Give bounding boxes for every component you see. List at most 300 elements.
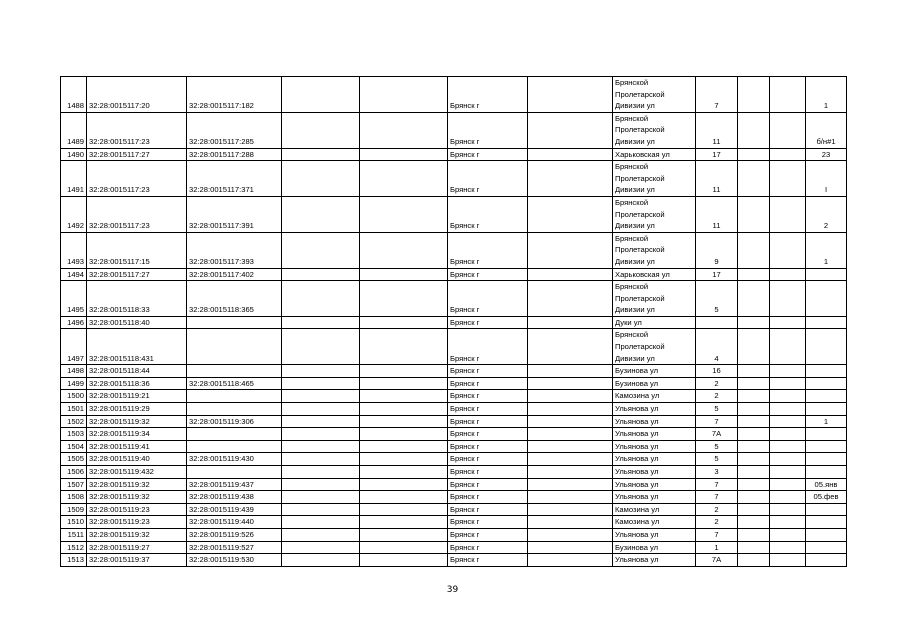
row-number-cell: 1503 <box>61 428 87 441</box>
empty-cell <box>738 196 770 232</box>
apartment-cell <box>806 440 847 453</box>
empty-cell <box>282 491 360 504</box>
city-cell: Брянск г <box>448 503 528 516</box>
empty-cell <box>528 491 613 504</box>
cadastral-number-cell: 32:28:0015118:44 <box>87 365 187 378</box>
empty-cell <box>360 541 448 554</box>
empty-cell <box>282 453 360 466</box>
table-row <box>61 161 847 197</box>
city-cell: Брянск г <box>448 377 528 390</box>
empty-cell <box>770 232 806 268</box>
street-cell: Бузинова ул <box>613 377 696 390</box>
row-number-cell: 1509 <box>61 503 87 516</box>
house-number-cell: 5 <box>696 453 738 466</box>
house-number-cell: 5 <box>696 403 738 416</box>
object-cadastral-number-cell: 32:28:0015119:306 <box>187 415 282 428</box>
empty-cell <box>738 390 770 403</box>
empty-cell <box>360 232 448 268</box>
house-number-cell: 7 <box>696 478 738 491</box>
empty-cell <box>770 161 806 197</box>
row-number-cell: 1489 <box>61 112 87 148</box>
empty-cell <box>360 516 448 529</box>
apartment-cell <box>806 541 847 554</box>
empty-cell <box>528 466 613 479</box>
empty-cell <box>282 161 360 197</box>
empty-cell <box>528 453 613 466</box>
empty-cell <box>770 440 806 453</box>
house-number-cell: 2 <box>696 390 738 403</box>
street-cell: Ульянова ул <box>613 403 696 416</box>
street-cell: Харьковская ул <box>613 268 696 281</box>
object-cadastral-number-cell <box>187 403 282 416</box>
empty-cell <box>770 466 806 479</box>
empty-cell <box>282 196 360 232</box>
row-number-cell: 1493 <box>61 232 87 268</box>
empty-cell <box>770 453 806 466</box>
table-row <box>61 390 847 403</box>
page-number: 39 <box>446 585 459 595</box>
empty-cell <box>360 365 448 378</box>
apartment-cell <box>806 516 847 529</box>
empty-cell <box>738 268 770 281</box>
empty-cell <box>282 232 360 268</box>
row-number-cell: 1496 <box>61 316 87 329</box>
empty-cell <box>738 161 770 197</box>
empty-cell <box>528 403 613 416</box>
empty-cell <box>282 428 360 441</box>
house-number-cell <box>696 316 738 329</box>
apartment-cell: 1 <box>806 415 847 428</box>
street-cell: Ульянова ул <box>613 478 696 491</box>
cadastral-number-cell: 32:28:0015119:27 <box>87 541 187 554</box>
city-cell: Брянск г <box>448 516 528 529</box>
empty-cell <box>770 390 806 403</box>
object-cadastral-number-cell <box>187 428 282 441</box>
empty-cell <box>282 390 360 403</box>
empty-cell <box>738 403 770 416</box>
city-cell: Брянск г <box>448 390 528 403</box>
empty-cell <box>282 528 360 541</box>
house-number-cell: 11 <box>696 161 738 197</box>
cadastral-number-cell: 32:28:0015117:27 <box>87 268 187 281</box>
empty-cell <box>360 428 448 441</box>
street-cell: Камозина ул <box>613 503 696 516</box>
apartment-cell: 1 <box>806 77 847 113</box>
house-number-cell: 4 <box>696 329 738 365</box>
empty-cell <box>282 403 360 416</box>
empty-cell <box>528 503 613 516</box>
empty-cell <box>770 528 806 541</box>
city-cell: Брянск г <box>448 415 528 428</box>
table-row <box>61 403 847 416</box>
object-cadastral-number-cell: 32:28:0015119:430 <box>187 453 282 466</box>
table-row <box>61 466 847 479</box>
empty-cell <box>738 516 770 529</box>
empty-cell <box>282 112 360 148</box>
empty-cell <box>528 77 613 113</box>
apartment-cell: 1 <box>806 232 847 268</box>
street-cell: Брянской Пролетарской Дивизии ул <box>613 196 696 232</box>
empty-cell <box>770 516 806 529</box>
table-row <box>61 516 847 529</box>
empty-cell <box>770 415 806 428</box>
house-number-cell: 7 <box>696 415 738 428</box>
house-number-cell: 2 <box>696 516 738 529</box>
table-row <box>61 528 847 541</box>
apartment-cell <box>806 403 847 416</box>
street-cell: Ульянова ул <box>613 428 696 441</box>
table-row <box>61 112 847 148</box>
row-number-cell: 1501 <box>61 403 87 416</box>
row-number-cell: 1512 <box>61 541 87 554</box>
empty-cell <box>528 329 613 365</box>
empty-cell <box>528 478 613 491</box>
empty-cell <box>528 232 613 268</box>
table-row <box>61 554 847 567</box>
city-cell: Брянск г <box>448 77 528 113</box>
empty-cell <box>738 232 770 268</box>
cadastral-number-cell: 32:28:0015119:32 <box>87 491 187 504</box>
table-row <box>61 541 847 554</box>
empty-cell <box>528 365 613 378</box>
house-number-cell: 11 <box>696 196 738 232</box>
street-cell: Ульянова ул <box>613 554 696 567</box>
house-number-cell: 7А <box>696 428 738 441</box>
empty-cell <box>770 403 806 416</box>
cadastral-number-cell: 32:28:0015117:27 <box>87 148 187 161</box>
table-row <box>61 428 847 441</box>
row-number-cell: 1488 <box>61 77 87 113</box>
city-cell: Брянск г <box>448 148 528 161</box>
street-cell: Брянской Пролетарской Дивизии ул <box>613 77 696 113</box>
apartment-cell <box>806 329 847 365</box>
empty-cell <box>770 329 806 365</box>
object-cadastral-number-cell: 32:28:0015117:402 <box>187 268 282 281</box>
empty-cell <box>738 541 770 554</box>
row-number-cell: 1497 <box>61 329 87 365</box>
object-cadastral-number-cell: 32:28:0015117:391 <box>187 196 282 232</box>
cadastral-number-cell: 32:28:0015117:20 <box>87 77 187 113</box>
street-cell: Бузинова ул <box>613 365 696 378</box>
empty-cell <box>282 377 360 390</box>
house-number-cell: 5 <box>696 440 738 453</box>
empty-cell <box>282 503 360 516</box>
cadastral-number-cell: 32:28:0015119:32 <box>87 528 187 541</box>
table-row <box>61 232 847 268</box>
empty-cell <box>360 503 448 516</box>
cadastral-number-cell: 32:28:0015119:34 <box>87 428 187 441</box>
apartment-cell: I <box>806 161 847 197</box>
empty-cell <box>528 428 613 441</box>
cadastral-number-cell: 32:28:0015119:29 <box>87 403 187 416</box>
object-cadastral-number-cell: 32:28:0015119:437 <box>187 478 282 491</box>
street-cell: Дуки ул <box>613 316 696 329</box>
city-cell: Брянск г <box>448 453 528 466</box>
empty-cell <box>360 316 448 329</box>
city-cell: Брянск г <box>448 491 528 504</box>
row-number-cell: 1499 <box>61 377 87 390</box>
empty-cell <box>528 148 613 161</box>
empty-cell <box>528 377 613 390</box>
empty-cell <box>360 196 448 232</box>
empty-cell <box>360 415 448 428</box>
table-row <box>61 478 847 491</box>
row-number-cell: 1506 <box>61 466 87 479</box>
empty-cell <box>738 365 770 378</box>
object-cadastral-number-cell <box>187 365 282 378</box>
empty-cell <box>528 161 613 197</box>
empty-cell <box>360 390 448 403</box>
house-number-cell: 7 <box>696 491 738 504</box>
empty-cell <box>770 503 806 516</box>
empty-cell <box>360 77 448 113</box>
cadastral-number-cell: 32:28:0015119:23 <box>87 503 187 516</box>
empty-cell <box>528 440 613 453</box>
empty-cell <box>770 316 806 329</box>
apartment-cell <box>806 528 847 541</box>
empty-cell <box>528 390 613 403</box>
city-cell: Брянск г <box>448 428 528 441</box>
house-number-cell: 16 <box>696 365 738 378</box>
row-number-cell: 1511 <box>61 528 87 541</box>
cadastral-number-cell: 32:28:0015119:21 <box>87 390 187 403</box>
empty-cell <box>360 329 448 365</box>
empty-cell <box>528 316 613 329</box>
city-cell: Брянск г <box>448 268 528 281</box>
empty-cell <box>282 268 360 281</box>
cadastral-number-cell: 32:28:0015117:15 <box>87 232 187 268</box>
empty-cell <box>528 528 613 541</box>
street-cell: Брянской Пролетарской Дивизии ул <box>613 281 696 317</box>
apartment-cell: 05.фев <box>806 491 847 504</box>
city-cell: Брянск г <box>448 329 528 365</box>
cadastral-number-cell: 32:28:0015119:32 <box>87 415 187 428</box>
empty-cell <box>770 554 806 567</box>
apartment-cell <box>806 503 847 516</box>
empty-cell <box>770 268 806 281</box>
street-cell: Брянской Пролетарской Дивизии ул <box>613 112 696 148</box>
table-body <box>61 77 847 567</box>
house-number-cell: 7А <box>696 554 738 567</box>
empty-cell <box>360 281 448 317</box>
object-cadastral-number-cell: 32:28:0015117:393 <box>187 232 282 268</box>
object-cadastral-number-cell: 32:28:0015119:438 <box>187 491 282 504</box>
cadastral-register-table <box>60 76 847 567</box>
empty-cell <box>738 478 770 491</box>
cadastral-number-cell: 32:28:0015119:37 <box>87 554 187 567</box>
apartment-cell <box>806 316 847 329</box>
empty-cell <box>360 466 448 479</box>
apartment-cell: б/н#1 <box>806 112 847 148</box>
object-cadastral-number-cell <box>187 329 282 365</box>
empty-cell <box>770 281 806 317</box>
street-cell: Камозина ул <box>613 516 696 529</box>
cadastral-number-cell: 32:28:0015119:41 <box>87 440 187 453</box>
empty-cell <box>360 453 448 466</box>
empty-cell <box>738 316 770 329</box>
table-row <box>61 377 847 390</box>
street-cell: Бузинова ул <box>613 541 696 554</box>
empty-cell <box>738 329 770 365</box>
table-row <box>61 453 847 466</box>
row-number-cell: 1502 <box>61 415 87 428</box>
object-cadastral-number-cell: 32:28:0015119:530 <box>187 554 282 567</box>
house-number-cell: 11 <box>696 112 738 148</box>
empty-cell <box>738 281 770 317</box>
empty-cell <box>360 478 448 491</box>
row-number-cell: 1504 <box>61 440 87 453</box>
street-cell: Брянской Пролетарской Дивизии ул <box>613 329 696 365</box>
cadastral-number-cell: 32:28:0015118:40 <box>87 316 187 329</box>
city-cell: Брянск г <box>448 403 528 416</box>
empty-cell <box>770 428 806 441</box>
object-cadastral-number-cell: 32:28:0015117:371 <box>187 161 282 197</box>
cadastral-number-cell: 32:28:0015117:23 <box>87 112 187 148</box>
empty-cell <box>738 415 770 428</box>
house-number-cell: 5 <box>696 281 738 317</box>
apartment-cell <box>806 390 847 403</box>
empty-cell <box>360 528 448 541</box>
empty-cell <box>528 196 613 232</box>
empty-cell <box>770 112 806 148</box>
row-number-cell: 1498 <box>61 365 87 378</box>
object-cadastral-number-cell: 32:28:0015117:285 <box>187 112 282 148</box>
empty-cell <box>360 148 448 161</box>
object-cadastral-number-cell <box>187 316 282 329</box>
row-number-cell: 1500 <box>61 390 87 403</box>
empty-cell <box>282 440 360 453</box>
empty-cell <box>770 478 806 491</box>
empty-cell <box>770 77 806 113</box>
empty-cell <box>360 377 448 390</box>
table-row <box>61 148 847 161</box>
empty-cell <box>738 528 770 541</box>
street-cell: Брянской Пролетарской Дивизии ул <box>613 232 696 268</box>
object-cadastral-number-cell: 32:28:0015119:439 <box>187 503 282 516</box>
empty-cell <box>770 365 806 378</box>
street-cell: Ульянова ул <box>613 440 696 453</box>
table-row <box>61 365 847 378</box>
apartment-cell <box>806 268 847 281</box>
apartment-cell <box>806 281 847 317</box>
city-cell: Брянск г <box>448 281 528 317</box>
cadastral-number-cell: 32:28:0015119:40 <box>87 453 187 466</box>
table-row <box>61 415 847 428</box>
house-number-cell: 17 <box>696 268 738 281</box>
object-cadastral-number-cell: 32:28:0015119:440 <box>187 516 282 529</box>
empty-cell <box>770 491 806 504</box>
table-row <box>61 196 847 232</box>
street-cell: Брянской Пролетарской Дивизии ул <box>613 161 696 197</box>
city-cell: Брянск г <box>448 232 528 268</box>
row-number-cell: 1513 <box>61 554 87 567</box>
street-cell: Камозина ул <box>613 390 696 403</box>
city-cell: Брянск г <box>448 365 528 378</box>
empty-cell <box>738 554 770 567</box>
empty-cell <box>738 453 770 466</box>
empty-cell <box>528 541 613 554</box>
table-row <box>61 316 847 329</box>
row-number-cell: 1492 <box>61 196 87 232</box>
empty-cell <box>282 478 360 491</box>
empty-cell <box>738 428 770 441</box>
street-cell: Ульянова ул <box>613 528 696 541</box>
city-cell: Брянск г <box>448 478 528 491</box>
cadastral-number-cell: 32:28:0015118:33 <box>87 281 187 317</box>
apartment-cell <box>806 377 847 390</box>
empty-cell <box>282 329 360 365</box>
object-cadastral-number-cell: 32:28:0015119:526 <box>187 528 282 541</box>
house-number-cell: 9 <box>696 232 738 268</box>
object-cadastral-number-cell <box>187 440 282 453</box>
apartment-cell: 2 <box>806 196 847 232</box>
empty-cell <box>360 440 448 453</box>
empty-cell <box>282 148 360 161</box>
empty-cell <box>528 415 613 428</box>
table-row <box>61 503 847 516</box>
row-number-cell: 1505 <box>61 453 87 466</box>
empty-cell <box>738 503 770 516</box>
empty-cell <box>770 196 806 232</box>
house-number-cell: 17 <box>696 148 738 161</box>
table-row <box>61 281 847 317</box>
apartment-cell: 05.янв <box>806 478 847 491</box>
row-number-cell: 1491 <box>61 161 87 197</box>
row-number-cell: 1490 <box>61 148 87 161</box>
city-cell: Брянск г <box>448 528 528 541</box>
empty-cell <box>360 268 448 281</box>
empty-cell <box>528 112 613 148</box>
house-number-cell: 1 <box>696 541 738 554</box>
empty-cell <box>282 466 360 479</box>
cadastral-number-cell: 32:28:0015117:23 <box>87 161 187 197</box>
empty-cell <box>528 516 613 529</box>
house-number-cell: 2 <box>696 377 738 390</box>
empty-cell <box>360 491 448 504</box>
empty-cell <box>738 491 770 504</box>
empty-cell <box>738 466 770 479</box>
cadastral-number-cell: 32:28:0015119:23 <box>87 516 187 529</box>
row-number-cell: 1508 <box>61 491 87 504</box>
row-number-cell: 1507 <box>61 478 87 491</box>
table-row <box>61 268 847 281</box>
house-number-cell: 7 <box>696 528 738 541</box>
object-cadastral-number-cell: 32:28:0015117:288 <box>187 148 282 161</box>
empty-cell <box>360 112 448 148</box>
street-cell: Ульянова ул <box>613 466 696 479</box>
street-cell: Ульянова ул <box>613 491 696 504</box>
empty-cell <box>738 112 770 148</box>
object-cadastral-number-cell: 32:28:0015119:527 <box>187 541 282 554</box>
object-cadastral-number-cell: 32:28:0015117:182 <box>187 77 282 113</box>
empty-cell <box>360 554 448 567</box>
empty-cell <box>770 377 806 390</box>
empty-cell <box>528 268 613 281</box>
table-row <box>61 440 847 453</box>
empty-cell <box>282 281 360 317</box>
cadastral-number-cell: 32:28:0015118:431 <box>87 329 187 365</box>
row-number-cell: 1510 <box>61 516 87 529</box>
street-cell: Харьковская ул <box>613 148 696 161</box>
row-number-cell: 1494 <box>61 268 87 281</box>
apartment-cell <box>806 554 847 567</box>
cadastral-number-cell: 32:28:0015118:36 <box>87 377 187 390</box>
empty-cell <box>282 77 360 113</box>
empty-cell <box>282 365 360 378</box>
cadastral-number-cell: 32:28:0015119:432 <box>87 466 187 479</box>
house-number-cell: 2 <box>696 503 738 516</box>
street-cell: Ульянова ул <box>613 453 696 466</box>
